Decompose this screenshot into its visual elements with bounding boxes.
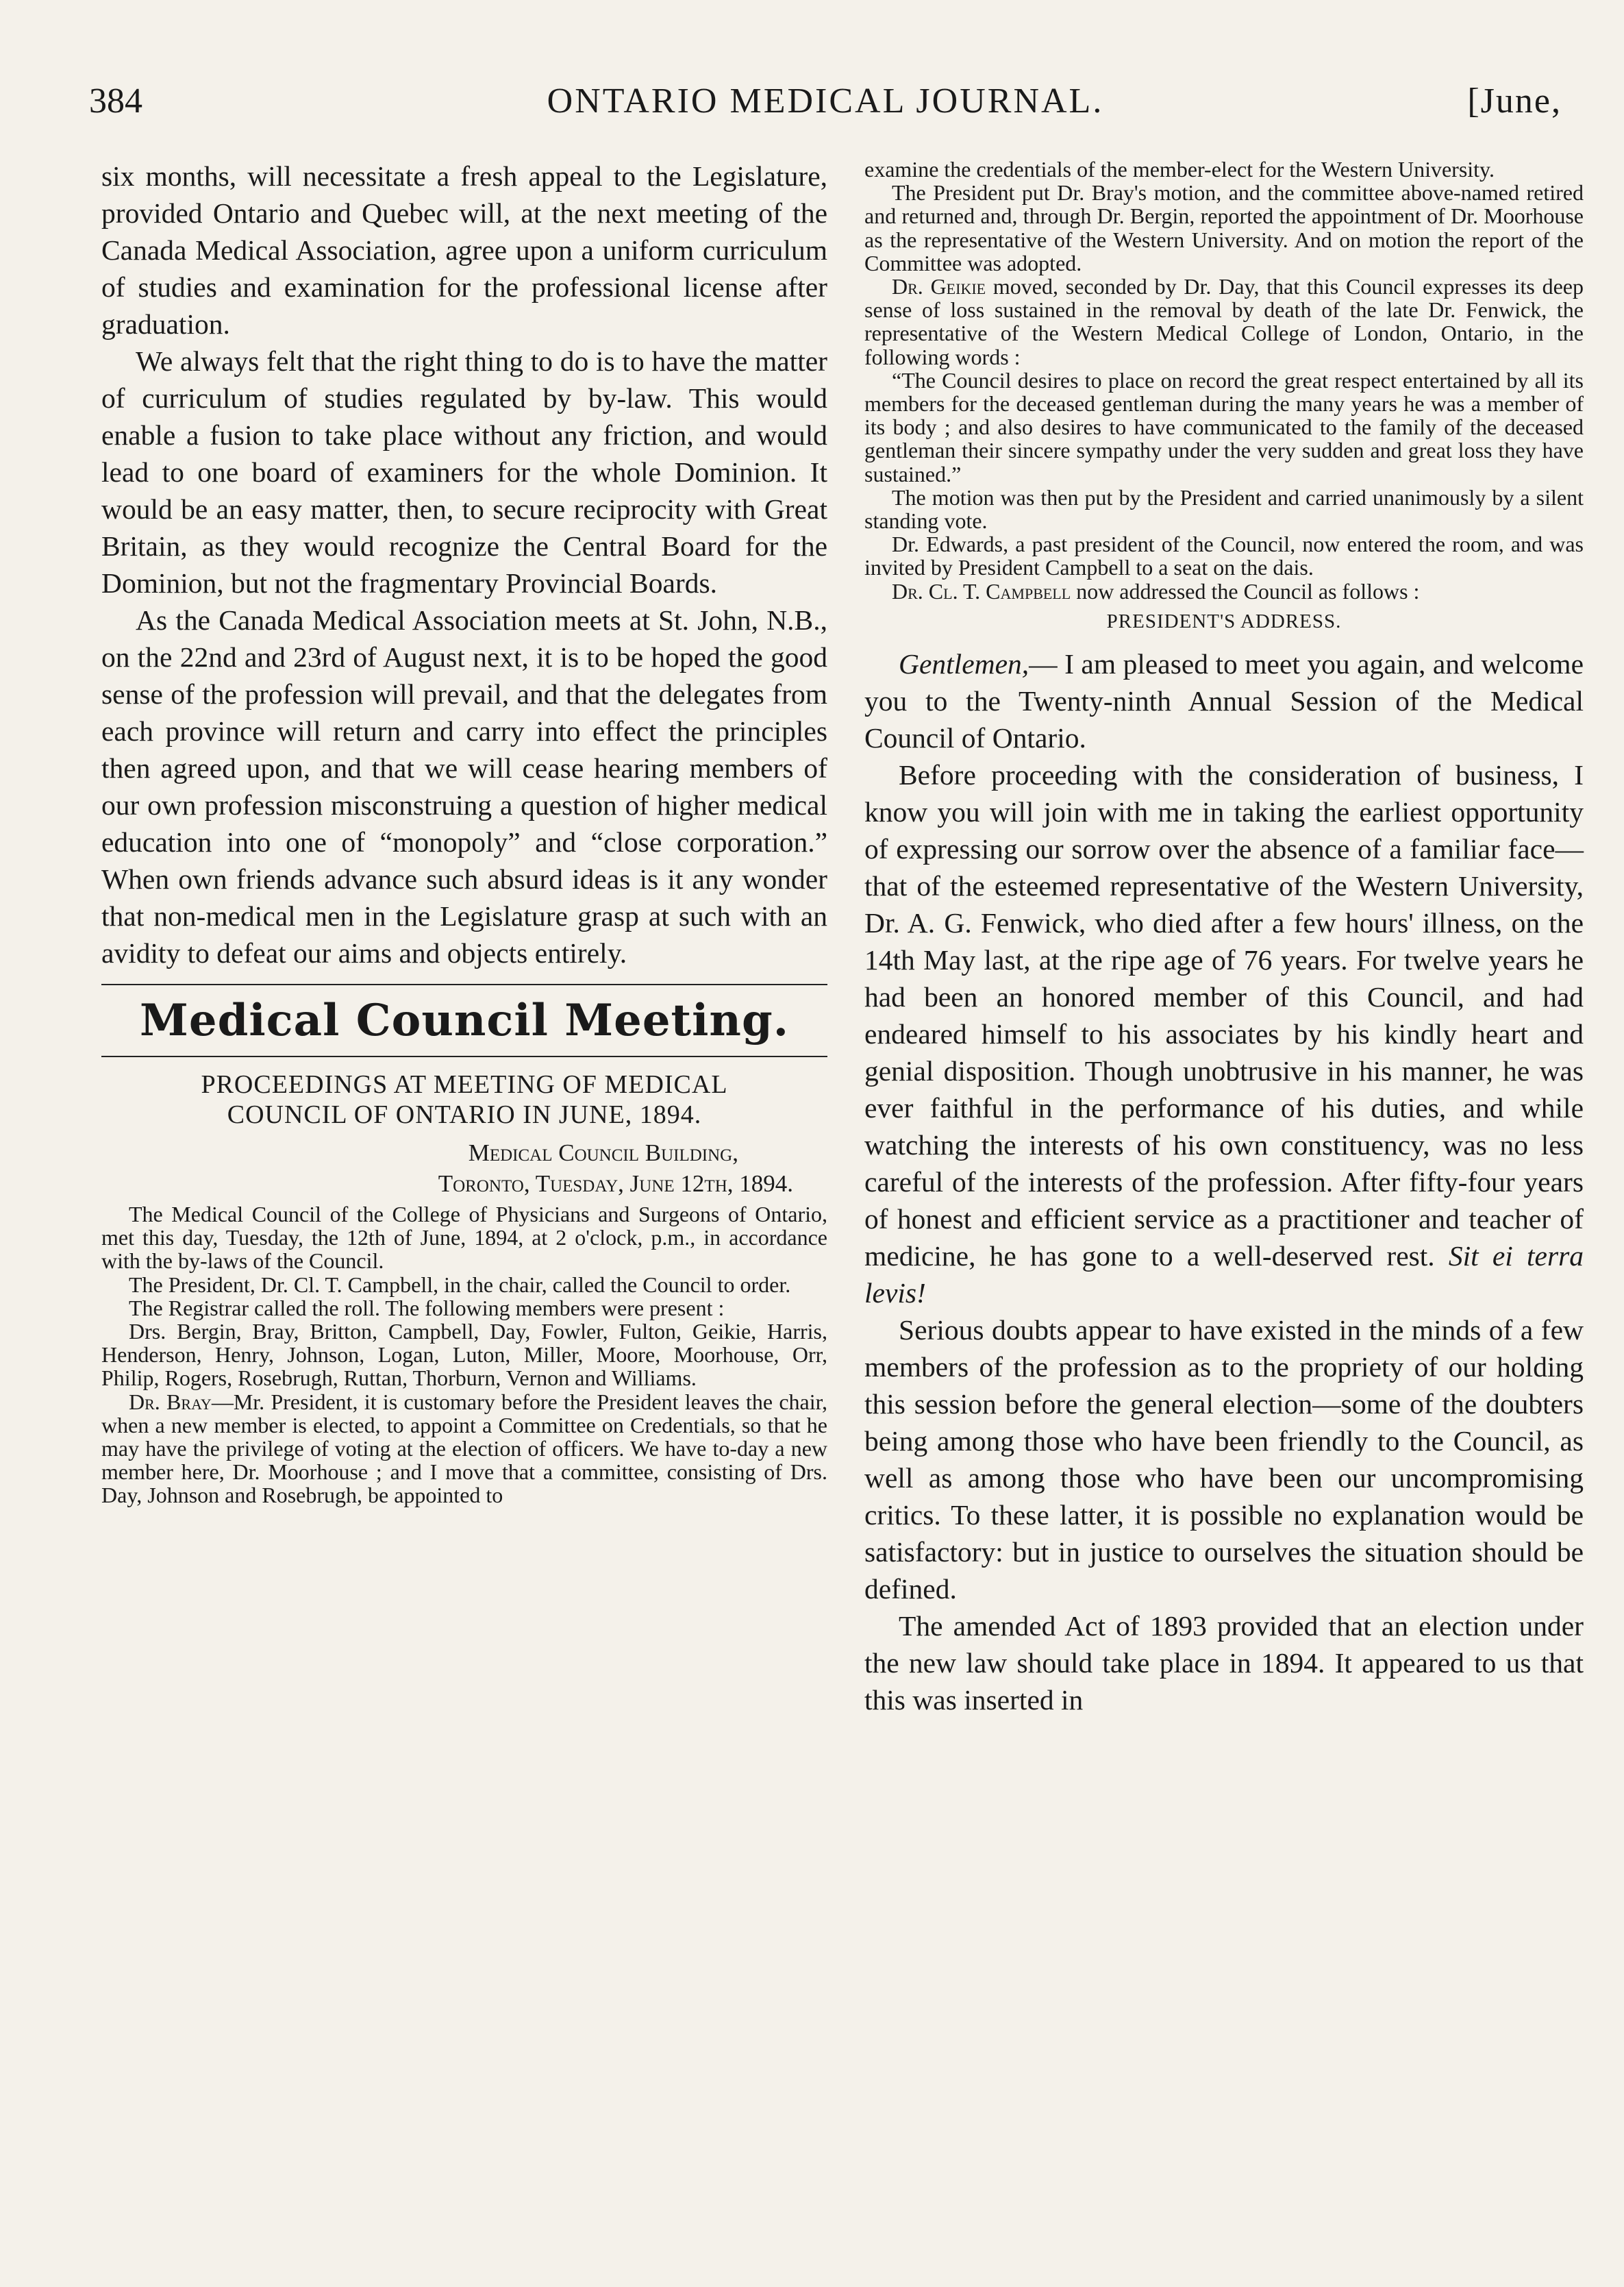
paragraph: The President put Dr. Bray's motion, and the committee above-named retired and returned and, through Dr. Bergin, reported the appointment of Dr. Moorhouse as the representative of the Western University. And on motion the report of the Committee was adopted. xyxy=(864,180,1584,275)
paragraph: examine the credentials of the member-elect for the Western University. xyxy=(864,157,1495,182)
section-heading: Medical Council Meeting. xyxy=(140,995,789,1046)
speech-text: —Mr. President, it is customary before the President leaves the chair, when a new member is elected, to appoint a Committee on Credentials, so that he may have the privilege of voting at the election of officers. We have to-day a new member here, Dr. Moorhouse ; and I move that a committee, consisting of Drs. Day, Johnson and Rosebrugh, be appointed to xyxy=(101,1389,827,1508)
dateline: Toronto, Tuesday, June 12th, 1894. xyxy=(438,1170,793,1197)
paragraph: Serious doubts appear to have existed in the minds of a few members of the profession as to the propriety of our holding this session before the general election—some of the doubters being among those who have been friendly to the Council, as well as among those who have been our uncompromising critics. To these latter, it is possible no explanation would be satisfactory: but in justice to ourselves the situation should be defined. xyxy=(864,1313,1584,1605)
divider xyxy=(101,984,827,985)
paragraph xyxy=(864,756,1584,1311)
paragraph xyxy=(864,580,1584,603)
paragraph-text: now addressed the Council as follows : xyxy=(1071,578,1420,604)
proceedings-heading-line: COUNCIL OF ONTARIO IN JUNE, 1894. xyxy=(227,1100,702,1129)
salutation: Gentlemen, xyxy=(899,647,1029,680)
page-header xyxy=(89,81,1562,136)
building-name: Medical Council Building, xyxy=(468,1139,738,1166)
paragraph xyxy=(101,1390,827,1507)
address-heading: PRESIDENT'S ADDRESS. xyxy=(1106,610,1342,632)
members-list: Drs. Bergin, Bray, Britton, Campbell, Day, Fowler, Fulton, Geikie, Harris, Henderson, Henry, Johnson, Logan, Luton, Miller, Moore, Moorhouse, Orr, Philip, Rogers, Rosebrugh, Ruttan, Thorburn, Vernon and Williams. xyxy=(101,1319,827,1391)
speaker-name: Dr. Geikie xyxy=(892,274,986,299)
proceedings-heading xyxy=(101,1070,827,1130)
page-number: 384 xyxy=(89,82,142,121)
paragraph: Dr. Edwards, a past president of the Council, now entered the room, and was invited by President Campbell to a seat on the dais. xyxy=(864,532,1584,580)
paragraph: six months, will necessitate a fresh appeal to the Legislature, provided Ontario and Quebec will, at the next meeting of the Canada Medical Association, agree upon a uniform curriculum of studies and examination for the professional license after graduation. xyxy=(101,160,827,340)
journal-title: ONTARIO MEDICAL JOURNAL. xyxy=(547,82,1104,121)
left-column xyxy=(101,158,827,1507)
speaker-name: Dr. Bray xyxy=(129,1389,212,1414)
resolution-quote: “The Council desires to place on record the great respect entertained by all its members for the deceased gentleman during the many years he was a member of its body ; and also desires to have communicated to the family of the deceased gentleman their sincere sympathy under the very sudden and great loss they have sustained.” xyxy=(864,367,1584,486)
paragraph: The amended Act of 1893 provided that an election under the new law should take place in 1894. It appeared to us that this was inserted in xyxy=(864,1609,1584,1716)
right-column xyxy=(864,158,1584,1718)
issue-month: [June, xyxy=(1467,82,1562,121)
paragraph: We always felt that the right thing to do is to have the matter of curriculum of studies regulated by by-law. This would enable a fusion to take place without any friction, and would lead to one board of examiners for the whole Dominion. It would be an easy matter, then, to secure reciprocity with Great Britain, as they would recognize the Central Board for the Dominion, but not the fragmentary Provincial Boards. xyxy=(101,345,827,599)
divider xyxy=(101,1056,827,1057)
paragraph xyxy=(864,275,1584,369)
paragraph-text: Before proceeding with the consideration of business, I know you will join with me in taking the earliest opportunity of expressing our sorrow over the absence of a familiar face—that of the esteemed representative of the Western University, Dr. A. G. Fenwick, who died after a few hours' illness, on the 14th May last, at the ripe age of 76 years. For twelve years he had been an honored member of this Council, and had endeared himself to his associates by his kindly heart and genial disposition. Though unobtrusive in his manner, he was ever faithful in the performance of his duties, and while watching the interests of his own constituency, was no less careful of the interests of the profession. After fifty-four years of honest and efficient service as a practitioner and teacher of medicine, he has gone to a well-deserved rest. xyxy=(864,758,1584,1272)
paragraph: As the Canada Medical Association meets at St. John, N.B., on the 22nd and 23rd of August next, it is to be hoped the good sense of the profession will prevail, and that the delegates from each province will return and carry into effect the principles then agreed upon, and that we will cease hearing members of our own profession misconstruing a question of higher medical education into one of “monopoly” and “close corporation.” When own friends advance such absurd ideas is it any wonder that non-medical men in the Legislature grasp at such with an avidity to defeat our aims and objects entirely. xyxy=(101,604,827,969)
paragraph: The President, Dr. Cl. T. Campbell, in the chair, called the Council to order. xyxy=(129,1272,791,1297)
paragraph: The Registrar called the roll. The following members were present : xyxy=(129,1295,725,1320)
paragraph: The Medical Council of the College of Physicians and Surgeons of Ontario, met this day, Tuesday, the 12th of June, 1894, at 2 o'clock, p.m., in accordance with the by-laws of the Council. xyxy=(101,1202,827,1274)
paragraph xyxy=(864,645,1584,756)
paragraph: The motion was then put by the President and carried unanimously by a silent standing vote. xyxy=(864,484,1584,534)
proceedings-heading-line: PROCEEDINGS AT MEETING OF MEDICAL xyxy=(201,1070,728,1099)
paragraph-text: — I am pleased to meet you again, and welcome you to the Twenty-ninth Annual Session of the Medical Council of Ontario. xyxy=(864,647,1584,754)
speaker-name: Dr. Cl. T. Campbell xyxy=(892,578,1071,604)
motion-text: moved, seconded by Dr. Day, that this Council expresses its deep sense of loss sustained in the removal by death of the late Dr. Fenwick, the representative of the Western Medical College of London, Ontario, in the following words : xyxy=(864,274,1584,369)
latin-phrase: Sit ei terra levis! xyxy=(864,1239,1584,1309)
